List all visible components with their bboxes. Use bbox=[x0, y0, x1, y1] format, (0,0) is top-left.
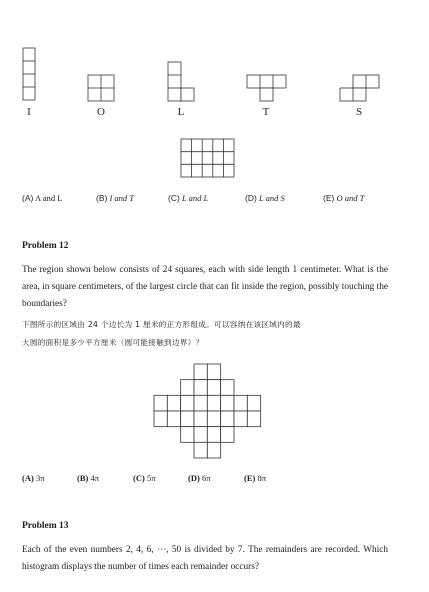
rectangle-grid-figure bbox=[180, 138, 235, 178]
tetromino-label-t: T bbox=[262, 106, 270, 118]
problem-13-heading: Problem 13 bbox=[22, 521, 69, 531]
p12-answer-choice-c: (C) 5π bbox=[133, 473, 156, 483]
tetromino-l bbox=[167, 61, 195, 102]
answer-choice-e: (E) O and T bbox=[323, 193, 365, 203]
tetromino-i bbox=[22, 47, 36, 101]
p12-answer-choice-b: (B) 4π bbox=[77, 473, 100, 483]
answer-choice-c: (C) L and L bbox=[168, 193, 209, 203]
problem-12-heading: Problem 12 bbox=[22, 241, 69, 251]
tetromino-label-o: O bbox=[97, 106, 105, 118]
answer-choice-a: (A) A and L bbox=[22, 193, 63, 203]
answer-choice-d: (D) L and S bbox=[245, 193, 285, 203]
problem-12-chinese-line-1: 下图所示的区域由 24 个边长为 1 厘米的正方形组成。可以容纳在该区域内的最 bbox=[22, 320, 301, 329]
square-region-figure bbox=[153, 363, 275, 459]
tetromino-label-l: L bbox=[177, 106, 185, 118]
tetromino-label-i: I bbox=[27, 106, 31, 118]
tetromino-s bbox=[339, 74, 380, 102]
problem-12-chinese-line-2: 大圆的面积是多少平方厘米（圆可能接触到边界）？ bbox=[22, 338, 204, 347]
p12-answer-choice-a: (A) 3π bbox=[22, 473, 45, 483]
answer-choice-b: (B) I and T bbox=[96, 193, 135, 203]
problem-13-text: Each of the even numbers 2, 4, 6, ⋯, 50 is divided by 7. The remainders are recorded. Which histogram displays the number of times each remainder occurs? bbox=[22, 545, 388, 572]
tetromino-t bbox=[246, 74, 287, 102]
tetromino-o bbox=[87, 74, 115, 102]
tetromino-label-s: S bbox=[355, 106, 363, 118]
p12-answer-choice-e: (E) 8π bbox=[244, 473, 267, 483]
problem-12-text: The region shown below consists of 24 squares, each with side length 1 centimeter. What is the area, in square centimeters, of the largest circle that can fit inside the region, possibly touching the boundaries? bbox=[22, 265, 388, 309]
p12-answer-choice-d: (D) 6π bbox=[188, 473, 211, 483]
